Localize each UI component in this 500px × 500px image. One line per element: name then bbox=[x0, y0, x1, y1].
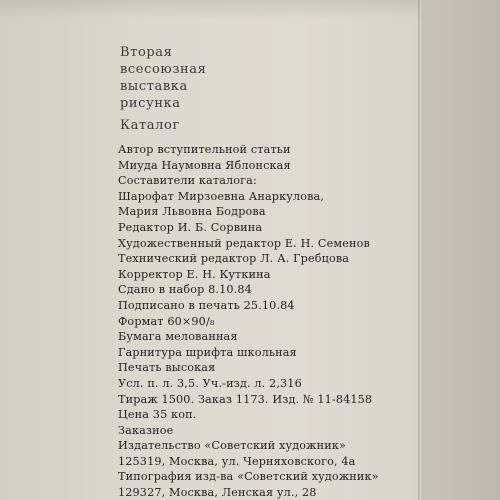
imprint-line: 129327, Москва, Ленская ул., 28 bbox=[118, 486, 317, 500]
imprint-line: Цена 35 коп. bbox=[118, 408, 197, 422]
imprint-line: Миуда Наумовна Яблонская bbox=[118, 158, 291, 172]
imprint-line: Типография изд-ва «Советский художник» bbox=[118, 470, 379, 484]
imprint-line: Подписано в печать 25.10.84 bbox=[118, 298, 295, 312]
title-line: выставка bbox=[120, 79, 188, 94]
imprint-line: Составители каталога: bbox=[118, 174, 257, 188]
imprint-line: Тираж 1500. Заказ 1173. Изд. № 11-84158 bbox=[118, 392, 373, 406]
imprint-line: Корректор Е. Н. Куткина bbox=[118, 267, 271, 281]
imprint-line: Гарнитура шрифта школьная bbox=[118, 345, 297, 359]
title-block bbox=[120, 44, 206, 112]
title-line: Вторая bbox=[120, 45, 173, 60]
imprint-line: Редактор И. Б. Сорвина bbox=[118, 220, 263, 234]
imprint-line: Художественный редактор Е. Н. Семенов bbox=[118, 236, 370, 250]
catalog-subtitle: Каталог bbox=[120, 118, 180, 133]
imprint-line: Шарофат Мирзоевна Анаркулова, bbox=[118, 189, 325, 203]
title-line: всесоюзная bbox=[120, 62, 207, 77]
page-edge bbox=[421, 0, 500, 500]
imprint-line: 125319, Москва, ул. Черняховского, 4а bbox=[118, 454, 356, 468]
imprint-line: Автор вступительной статьи bbox=[118, 143, 291, 156]
imprint-line: Технический редактор Л. А. Гребцова bbox=[118, 252, 350, 266]
imprint-line: Издательство «Советский художник» bbox=[118, 439, 346, 453]
imprint-line: Заказное bbox=[118, 423, 174, 437]
imprint-line: Мария Львовна Бодрова bbox=[118, 205, 266, 219]
imprint-line: Формат 60×90/₈ bbox=[118, 314, 215, 328]
imprint-line: Бумага мелованная bbox=[118, 330, 238, 344]
title-line: рисунка bbox=[120, 96, 181, 111]
imprint-block bbox=[118, 142, 379, 500]
imprint-line: Сдано в набор 8.10.84 bbox=[118, 283, 252, 297]
imprint-line: Усл. п. л. 3,5. Уч.-изд. л. 2,316 bbox=[118, 376, 302, 390]
imprint-line: Печать высокая bbox=[118, 361, 216, 375]
